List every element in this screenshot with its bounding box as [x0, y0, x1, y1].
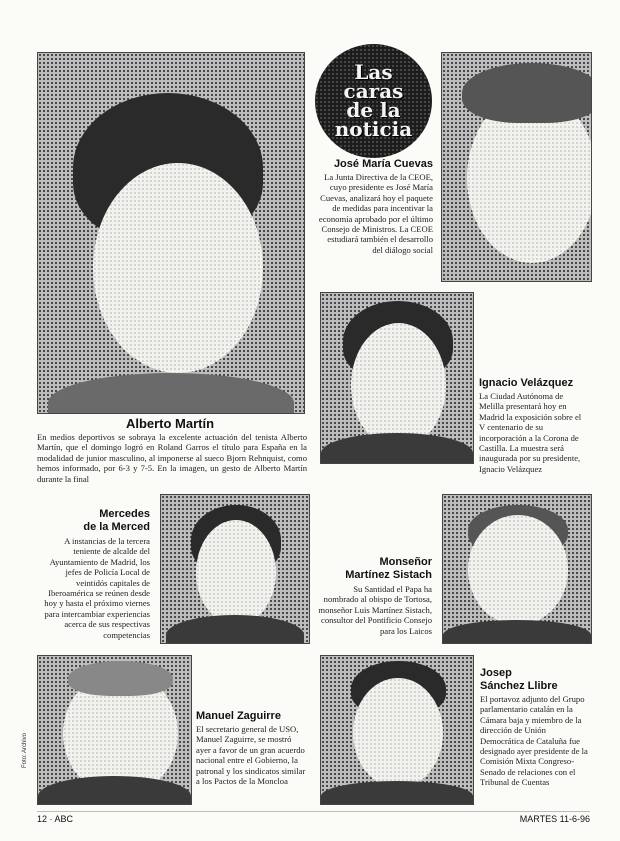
text-manuel-zaguirre: El secretario general de USO, Manuel Zaguirre, se mostró ayer a favor de un gran acuerdo nacional entre el Gobierno, la patronal y los sindicatos similar a los Pactos de la Moncloa — [196, 724, 306, 787]
name-manuel-zaguirre: Manuel Zaguirre — [196, 710, 281, 722]
text-mercedes-de-la-merced: A instancias de la tercera teniente de alcalde del Ayuntamiento de Madrid, los jefes de Policía Local de veintidós capitales de Iberoamérica se reúnen desde hoy y hasta el próximo viernes para intercambiar experiencias acerca de sus respectivas competencias — [44, 536, 150, 640]
name-martinez-sistach-line-2: Martínez Sistach — [345, 569, 432, 581]
badge-line-3: de la — [346, 98, 401, 122]
photo-manuel-zaguirre — [37, 655, 192, 805]
name-alberto-martin: Alberto Martín — [125, 416, 215, 431]
badge-line-2: caras — [343, 79, 404, 103]
text-josep-sanchez-llibre: El portavoz adjunto del Grupo parlamentario catalán en la Cámara baja y miembro de la dirección de Unión Democrática de Cataluña fue designado ayer presidente de la Comisión Mixta Congreso-Senado de relaciones con el Tribunal de Cuentas — [480, 694, 588, 788]
badge-line-1: Las — [354, 60, 393, 84]
photo-alberto-martin — [37, 52, 305, 414]
text-martinez-sistach: Su Santidad el Papa ha nombrado al obispo de Tortosa, monseñor Luis Martínez Sistach, consultor del Pontificio Consejo para los Laicos — [318, 584, 432, 636]
footer-rule — [37, 811, 590, 812]
photo-martinez-sistach — [442, 494, 592, 644]
photo-ignacio-velazquez — [320, 292, 474, 464]
name-josep-sanchez-llibre-line-2: Sánchez Llibre — [480, 680, 558, 692]
name-jose-maria-cuevas: José María Cuevas — [333, 158, 433, 170]
text-ignacio-velazquez: La Ciudad Autónoma de Melilla presentará hoy en Madrid la exposición sobre el V centenario de su incorporación a la Corona de Castilla. La muestra será inaugurada por su presidente, Ignacio Velázquez — [479, 391, 582, 474]
photo-jose-maria-cuevas — [441, 52, 592, 282]
photo-credit: Foto: Archivo — [22, 732, 28, 768]
name-mercedes-de-la-merced-line-2: de la Merced — [83, 521, 150, 533]
badge-line-4: noticia — [334, 117, 413, 141]
footer-page-number: 12 · ABC — [37, 814, 74, 824]
photo-mercedes-de-la-merced — [160, 494, 310, 644]
name-josep-sanchez-llibre-line-1: Josep — [480, 667, 512, 679]
las-caras-de-la-noticia-logo — [315, 44, 432, 158]
name-mercedes-de-la-merced-line-1: Mercedes — [99, 508, 150, 520]
name-ignacio-velazquez: Ignacio Velázquez — [479, 377, 574, 389]
name-martinez-sistach-line-1: Monseñor — [379, 556, 432, 568]
photo-josep-sanchez-llibre — [320, 655, 474, 805]
text-alberto-martin: En medios deportivos se sobraya la excelente actuación del tenista Alberto Martín, que el domingo logró en Roland Garros el título para España en la modalidad de junior masculino, al imponerse al sueco Bjorn Rehnquist, como hemos informado, por 6-3 y 7-5. En la imagen, un gesto de Alberto Martín durante la final — [37, 432, 307, 484]
text-jose-maria-cuevas: La Junta Directiva de la CEOE, cuyo presidente es José María Cuevas, analizará hoy el paquete de medidas para incentivar la economía aprobado por el último Consejo de Ministros. La CEOE estudiará también el desarrollo del diálogo social — [318, 172, 433, 255]
footer-date: MARTES 11-6-96 — [519, 814, 590, 824]
